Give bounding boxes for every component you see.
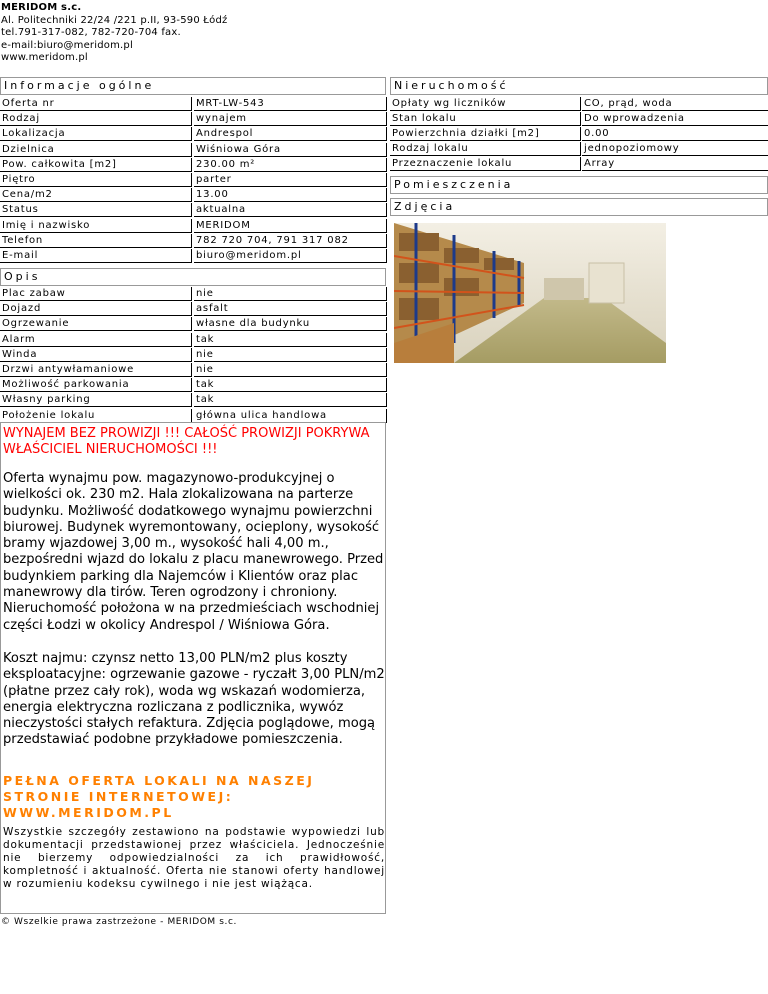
row-value: MRT-LW-543 <box>194 97 387 111</box>
description-title: Opis <box>0 268 386 286</box>
row-label: Powierzchnia działki [m2] <box>390 127 581 141</box>
row-value: CO, prąd, woda <box>582 97 768 111</box>
row-value: Andrespol <box>194 127 387 141</box>
row-label: Opłaty wg liczników <box>390 97 581 111</box>
row-label: Winda <box>0 348 192 362</box>
row-value: własne dla budynku <box>194 317 387 331</box>
company-email: e-mail:biuro@meridom.pl <box>1 39 133 51</box>
row-label: Drzwi antywłamaniowe <box>0 363 192 377</box>
row-value: 230.00 m² <box>194 158 387 172</box>
rooms-title: Pomieszczenia <box>390 176 768 194</box>
row-label: Oferta nr <box>0 97 192 111</box>
row-value: parter <box>194 173 387 187</box>
row-label: Plac zabaw <box>0 287 192 301</box>
row-label: E-mail <box>0 249 192 263</box>
row-label: Pow. całkowita [m2] <box>0 158 192 172</box>
website-cta[interactable]: PEŁNA OFERTA LOKALI NA NASZEJ STRONIE INTERNETOWEJ: WWW.MERIDOM.PL <box>3 773 315 820</box>
row-value: tak <box>194 333 387 347</box>
row-label: Przeznaczenie lokalu <box>390 157 581 171</box>
row-label: Piętro <box>0 173 192 187</box>
row-label: Lokalizacja <box>0 127 192 141</box>
company-header <box>1 2 227 65</box>
row-label: Własny parking <box>0 393 192 407</box>
description-paragraph-1: Oferta wynajmu pow. magazynowo-produkcyjnej o wielkości ok. 230 m2. Hala zlokalizowana na parterze budynku. Możliwość dodatkowego wynajmu powierzchni biurowej. Budynek wyremontowany, ocieplony, wysokość bramy wjazdowej 3,00 m., wysokość hali 4,00 m., bezpośredni wjazd do lokalu z placu manewrowego. Przed budynkiem parking dla Najemców i Klientów oraz plac manewrowy dla tirów. Teren ogrodzony i chroniony. Nieruchomość położona w na przedmieściach wschodniej części Łodzi w okolicy Andrespol / Wiśniowa Góra. <box>3 471 384 633</box>
row-value: tak <box>194 393 387 407</box>
row-value: główna ulica handlowa <box>194 409 387 423</box>
company-name: MERIDOM s.c. <box>1 2 82 13</box>
row-label: Możliwość parkowania <box>0 378 192 392</box>
row-value: asfalt <box>194 302 387 316</box>
commission-notice: WYNAJEM BEZ PROWIZJI !!! CAŁOŚĆ PROWIZJI POKRYWA WŁAŚCICIEL NIERUCHOMOŚCI !!! <box>3 426 370 458</box>
row-label: Położenie lokalu <box>0 409 192 423</box>
row-label: Rodzaj lokalu <box>390 142 581 156</box>
row-value: nie <box>194 287 387 301</box>
company-phones: tel.791-317-082, 782-720-704 fax. <box>1 27 181 38</box>
row-label: Stan lokalu <box>390 112 581 126</box>
row-value: biuro@meridom.pl <box>194 249 387 263</box>
row-value: tak <box>194 378 387 392</box>
row-value: Array <box>582 157 768 171</box>
row-value: Do wprowadzenia <box>582 112 768 126</box>
disclaimer: Wszystkie szczegóły zestawiono na podstawie wypowiedzi lub dokumentacji przedstawionej przez właściciela. Jednocześnie nie bierzemy odpowiedzialności za ich prawidłowość, kompletność i aktualność. Oferta nie stanowi oferty handlowej w rozumieniu kodeksu cywilnego i nie jest wiążąca. <box>3 826 385 890</box>
row-label: Telefon <box>0 234 192 248</box>
row-value: 782 720 704, 791 317 082 <box>194 234 387 248</box>
photos-title: Zdjęcia <box>390 198 768 216</box>
row-value: 0.00 <box>582 127 768 141</box>
row-label: Dzielnica <box>0 143 192 157</box>
description-paragraph-2: Koszt najmu: czynsz netto 13,00 PLN/m2 plus koszty eksploatacyjne: ogrzewanie gazowe - ryczałt 3,00 PLN/m2 (płatne przez cały rok), woda wg wskazań wodomierza, energia elektryczna rozliczana z podlicznika, wywóz nieczystości stałych refaktura. Zdjęcia poglądowe, mogą przedstawiać podobne przykładowe pomieszczenia. <box>3 651 385 748</box>
row-label: Alarm <box>0 333 192 347</box>
copyright-footer: © Wszelkie prawa zastrzeżone - MERIDOM s.c. <box>1 917 238 927</box>
row-value: Wiśniowa Góra <box>194 143 387 157</box>
row-label: Rodzaj <box>0 112 192 126</box>
row-label: Cena/m2 <box>0 188 192 202</box>
row-value: 13.00 <box>194 188 387 202</box>
warehouse-image <box>394 223 666 363</box>
row-value: jednopoziomowy <box>582 142 768 156</box>
row-value: wynajem <box>194 112 387 126</box>
row-value: MERIDOM <box>194 219 387 233</box>
warehouse-photo[interactable] <box>394 223 666 363</box>
row-label: Ogrzewanie <box>0 317 192 331</box>
row-label: Status <box>0 203 192 217</box>
general-info-title: Informacje ogólne <box>0 77 386 95</box>
company-www: www.meridom.pl <box>1 52 88 63</box>
company-address: Al. Politechniki 22/24 /221 p.II, 93-590 Łódź <box>1 14 228 26</box>
row-value: aktualna <box>194 203 387 217</box>
row-value: nie <box>194 363 387 377</box>
row-label: Dojazd <box>0 302 192 316</box>
property-title: Nieruchomość <box>390 77 768 95</box>
row-label: Imię i nazwisko <box>0 219 192 233</box>
row-value: nie <box>194 348 387 362</box>
